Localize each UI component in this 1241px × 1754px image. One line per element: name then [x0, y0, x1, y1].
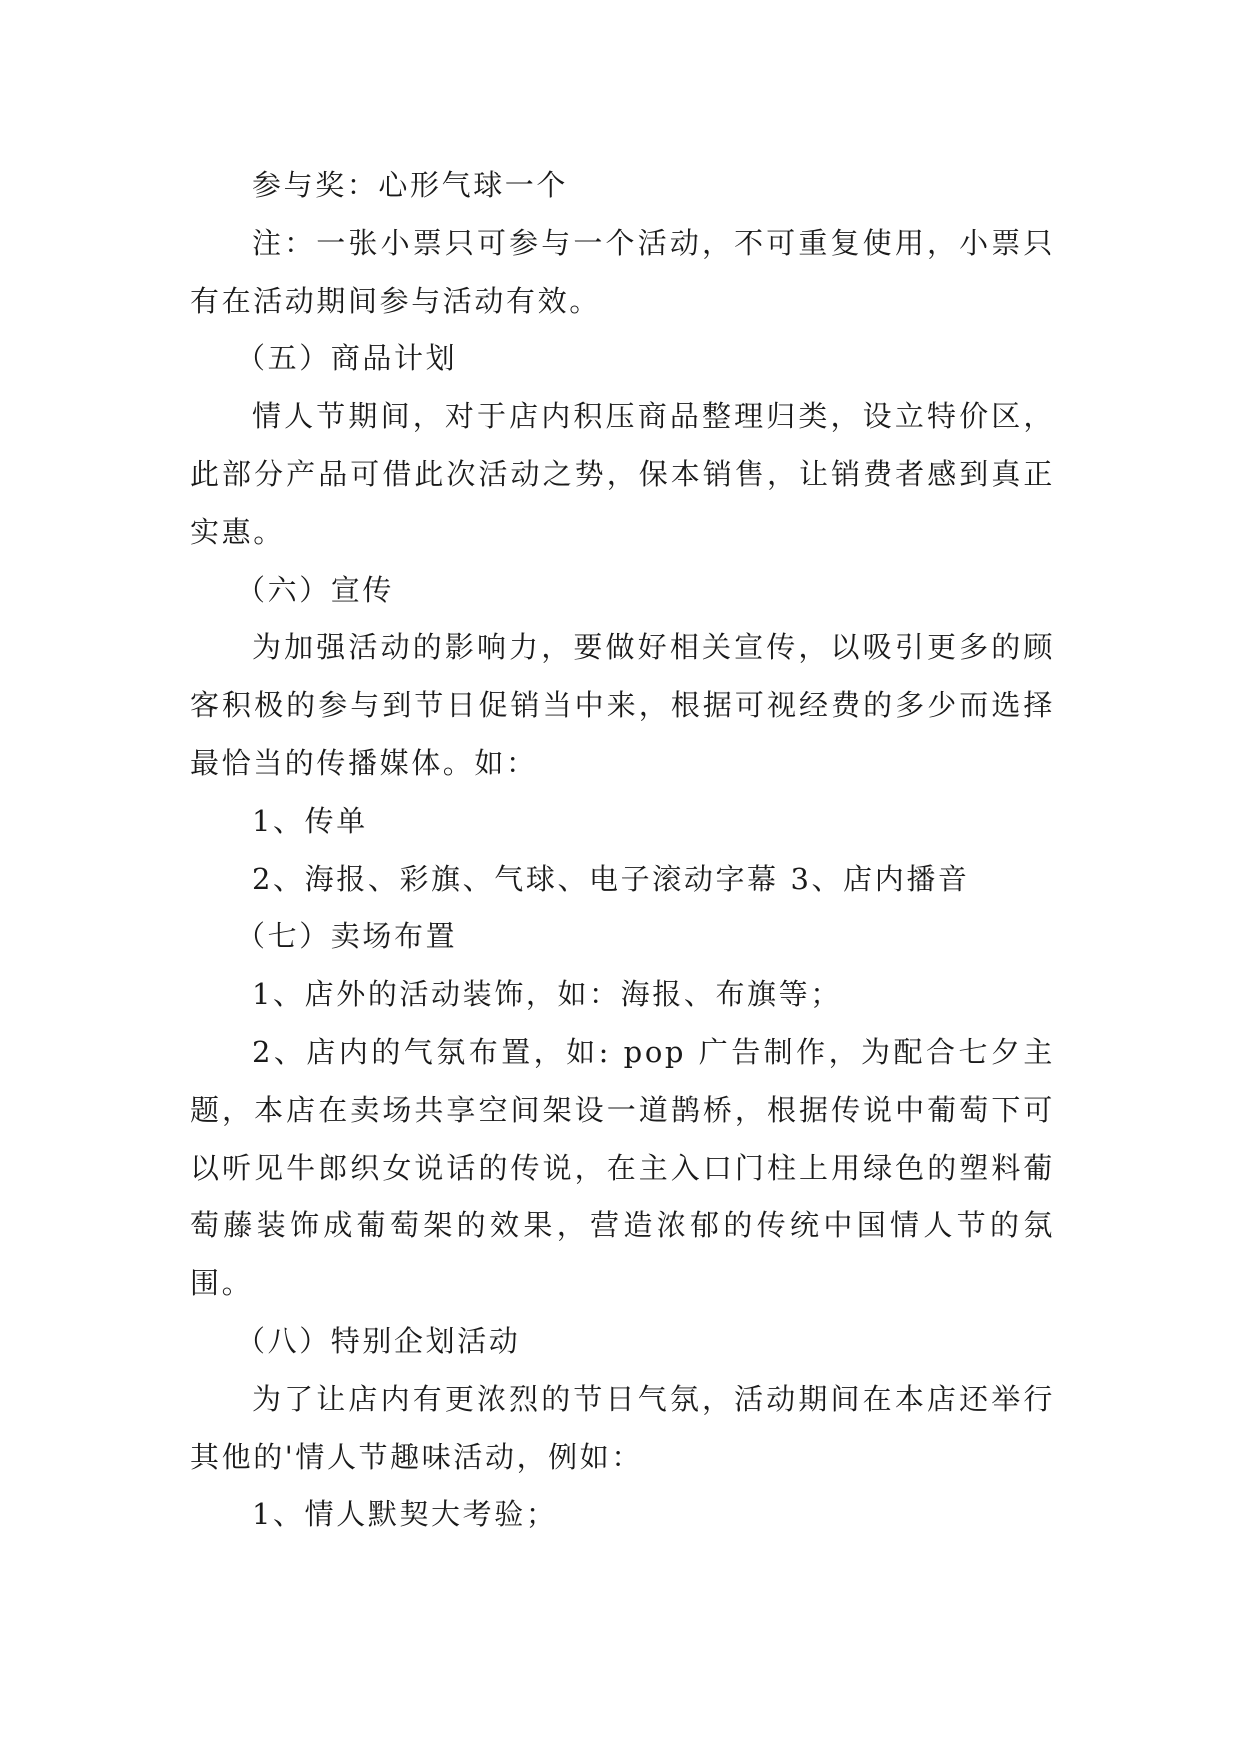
list-item-posters: 2、海报、彩旗、气球、电子滚动字幕 3、店内播音 [252, 861, 970, 896]
list-item-indoor-atmosphere: 2、店内的气氛布置，如: pop 广告制作，为配合七夕主题，本店在卖场共享空间架设一道鹊桥，根据传说中葡萄下可以听见牛郎织女说话的传说，在主入口门柱上用绿色的塑料葡萄藤装饰成葡萄架的效果，营造浓郁的传统中国情人节的氛围。 [190, 1034, 1055, 1301]
paragraph-promotion: 为加强活动的影响力，要做好相关宣传，以吸引更多的顾客积极的参与到节日促销当中来，根据可视经费的多少而选择最恰当的传播媒体。如： [190, 630, 1055, 780]
heading-product-plan: （五）商品计划 [236, 341, 458, 376]
paragraph-special-events: 为了让店内有更浓烈的节日气氛，活动期间在本店还举行其他的'情人节趣味活动，例如： [190, 1381, 1055, 1474]
paragraph-participation-prize: 参与奖：心形气球一个 [252, 168, 569, 202]
paragraph-note: 注：一张小票只可参与一个活动，不可重复使用，小票只有在活动期间参与活动有效。 [190, 225, 1055, 318]
body-text [190, 157, 1055, 1544]
paragraph-product-plan: 情人节期间，对于店内积压商品整理归类，设立特价区，此部分产品可借此次活动之势，保本销售，让销费者感到真正实惠。 [190, 399, 1055, 549]
list-item-couple-test: 1、情人默契大考验； [252, 1497, 558, 1532]
list-item-flyers: 1、传单 [252, 803, 368, 838]
list-item-outdoor-decoration: 1、店外的活动装饰，如：海报、布旗等； [252, 977, 842, 1012]
heading-promotion: （六）宣传 [236, 572, 395, 607]
heading-special-events: （八）特别企划活动 [236, 1323, 521, 1358]
heading-store-layout: （七）卖场布置 [236, 919, 458, 954]
